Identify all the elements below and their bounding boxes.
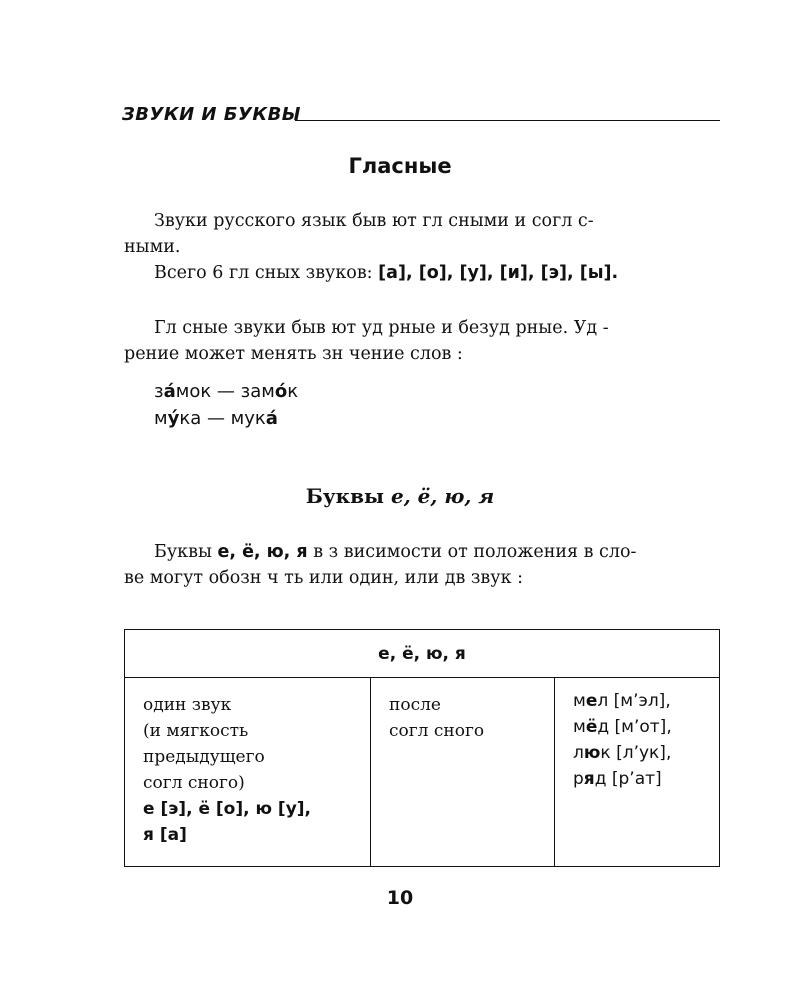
table-cell-after-consonant: после согл сного: [371, 678, 555, 866]
example-zamok: зáмок — замóк: [154, 381, 299, 402]
para1-line3: Всего 6 гл сных звуков: [а], [о], [у], [и], [э], [ы].: [154, 263, 619, 283]
stress-paragraph: [124, 315, 720, 367]
para3-text: Буквы е, ё, ю, я в з висимости от положения в сло- ве могут обозн ч ть или один, или дв звук :: [124, 542, 637, 588]
header-rule: [295, 120, 720, 121]
example-myod: мёд [м’от],: [573, 717, 672, 737]
example-lyuk: люк [л’ук],: [573, 743, 672, 763]
example-mel: мел [м’эл],: [573, 691, 671, 711]
para1-line1: Звуки русского язык быв ют гл сными и согл с- ными.: [124, 211, 594, 257]
letters-heading: Буквы е, ё, ю, я: [305, 484, 495, 508]
one-sound-list: е [э], ё [о], ю [у],: [143, 799, 312, 819]
para2-text: Гл сные звуки быв ют уд рные и безуд рные. Уд - рение может менять зн чение слов :: [124, 318, 609, 364]
table-cell-one-sound: один звук (и мягкость предыдущего согл сного) е [э], ё [о], ю [у], я [а]: [125, 678, 371, 866]
table-header: е, ё, ю, я: [125, 630, 719, 678]
page-number: 10: [386, 887, 414, 909]
vowels-heading: Гласные: [348, 154, 452, 178]
stress-examples: [154, 378, 298, 432]
vowel-sounds-list: [а], [о], [у], [и], [э], [ы].: [378, 263, 619, 283]
vowels-paragraph: [124, 208, 720, 286]
table-cell-examples: [555, 678, 719, 866]
section-header-title: ЗВУКИ И БУКВЫ: [122, 104, 301, 125]
letters-paragraph: [124, 539, 720, 591]
letters-table: [124, 629, 720, 867]
example-muka: мýка — мукá: [154, 408, 278, 429]
example-ryad: ряд [р’ат]: [573, 769, 662, 789]
